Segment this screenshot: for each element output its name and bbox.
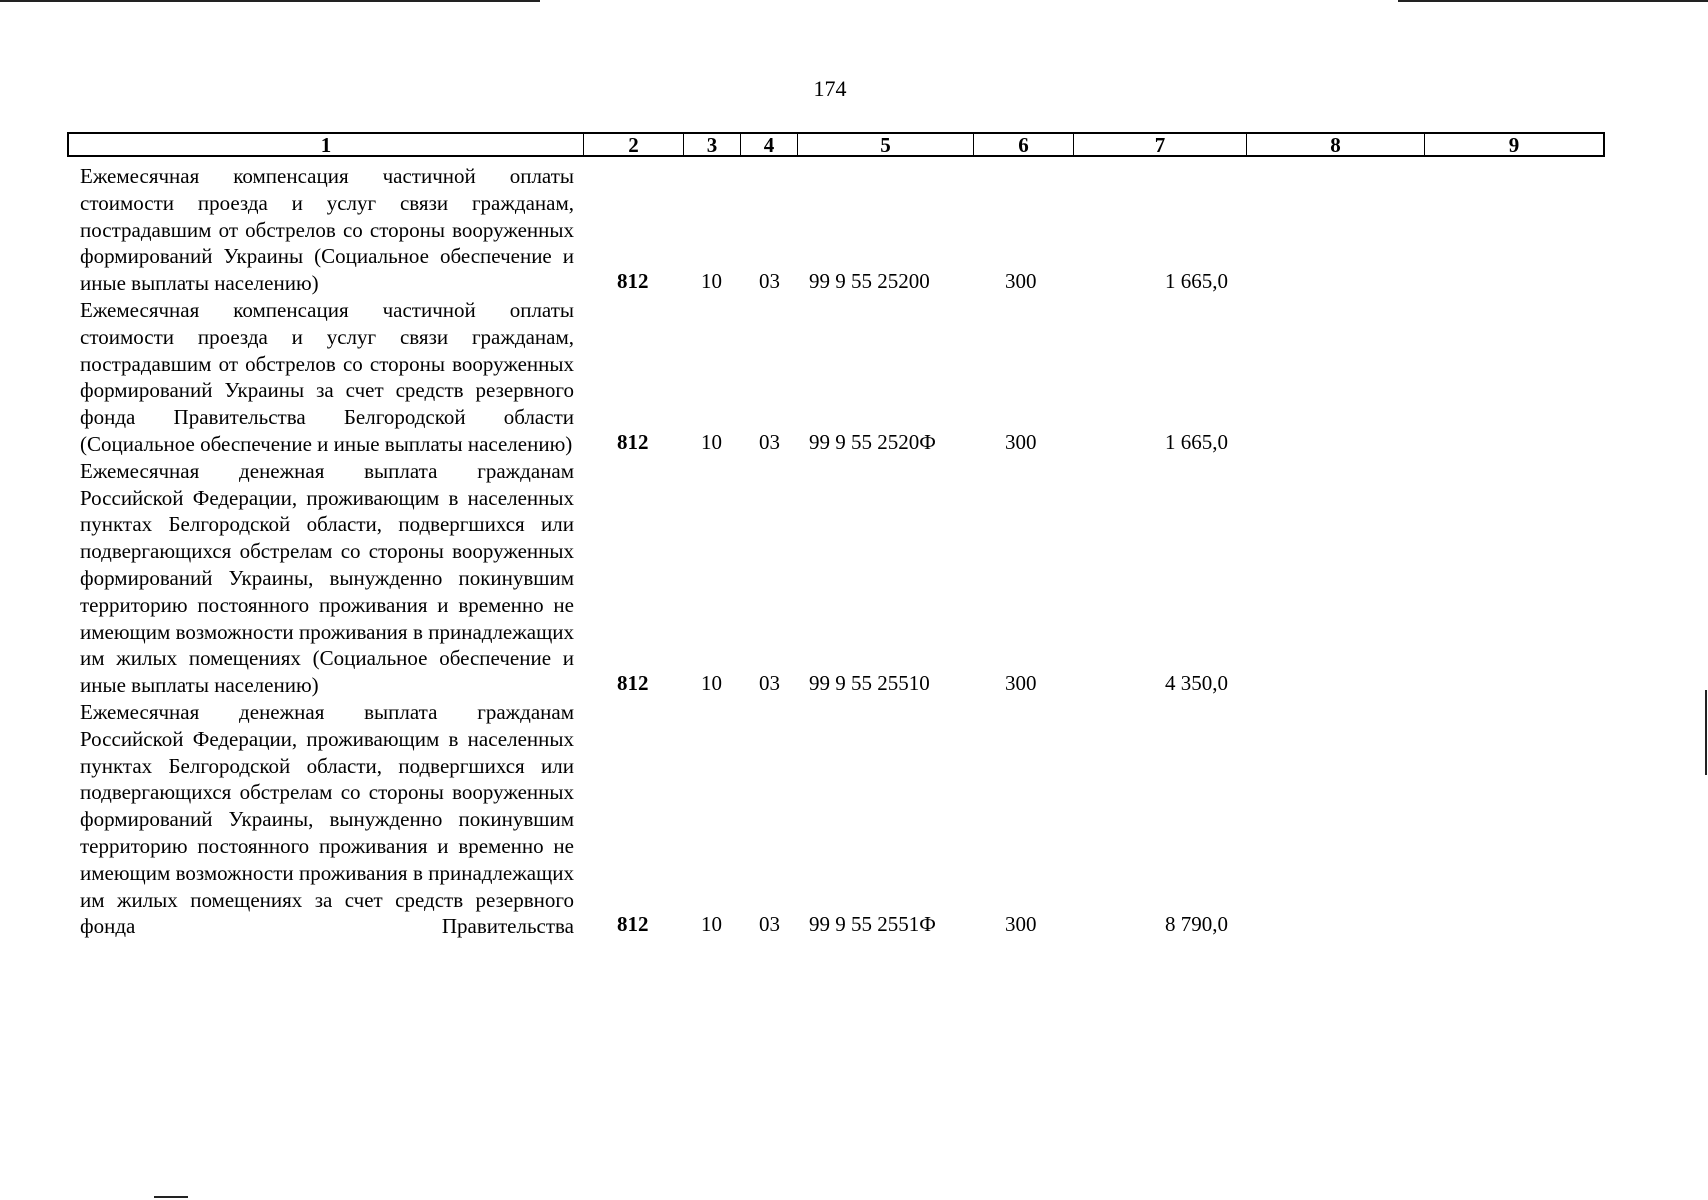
- cell-target-code: 99 9 55 25510: [809, 670, 930, 695]
- cell-admin-code: 812: [617, 268, 649, 293]
- row-values: [0, 911, 1708, 937]
- row-description: Ежемесячная денежная выплата гражданам Российской Федерации, проживающим в населенных пунктах Белгородской области, подвергшихся или подвергающихся обстрелам со стороны вооруженных формирований Украины, вынужденно покинувшим территорию постоянного проживания и временно не имеющим возможности проживания в принадлежащих им жилых помещениях (Социальное обеспечение и иные выплаты населению): [80, 458, 574, 698]
- cell-amount: 8 790,0: [1165, 912, 1228, 937]
- cell-target-code: 99 9 55 25200: [809, 268, 930, 293]
- cell-section: 10: [701, 670, 722, 695]
- cell-subsection: 03: [759, 912, 780, 937]
- column-header: 8: [1247, 134, 1425, 155]
- cell-section: 10: [701, 268, 722, 293]
- cell-amount: 1 665,0: [1165, 429, 1228, 454]
- cell-expense-type: 300: [1005, 670, 1037, 695]
- row-description: Ежемесячная компенсация частичной оплаты стоимости проезда и услуг связи гражданам, пострадавшим от обстрелов со стороны вооруженных формирований Украины за счет средств резервного фонда Правительства Белгородской области (Социальное обеспечение и иные выплаты населению): [80, 297, 574, 456]
- cell-expense-type: 300: [1005, 429, 1037, 454]
- cell-admin-code: 812: [617, 670, 649, 695]
- table-row: [0, 458, 1708, 699]
- cell-admin-code: 812: [617, 912, 649, 937]
- cell-amount: 1 665,0: [1165, 268, 1228, 293]
- cell-subsection: 03: [759, 268, 780, 293]
- column-header: 6: [974, 134, 1074, 155]
- column-header: 1: [69, 134, 584, 155]
- scan-edge-line: [154, 1196, 188, 1198]
- table-header: [67, 132, 1605, 157]
- page-number: 174: [813, 76, 847, 101]
- cell-section: 10: [701, 912, 722, 937]
- row-description: Ежемесячная денежная выплата гражданам Российской Федерации, проживающим в населенных пунктах Белгородской области, подвергшихся или подвергающихся обстрелам со стороны вооруженных формирований Украины, вынужденно покинувшим территорию постоянного проживания и временно не имеющим возможности проживания в принадлежащих им жилых помещениях за счет средств резервного фонда Правительства: [80, 699, 574, 939]
- column-header: 7: [1074, 134, 1247, 155]
- table-row: [0, 699, 1708, 940]
- row-values: [0, 429, 1708, 455]
- column-header: 4: [741, 134, 798, 155]
- table-row: [0, 163, 1708, 297]
- cell-section: 10: [701, 429, 722, 454]
- scan-edge-line: [0, 0, 540, 2]
- cell-expense-type: 300: [1005, 912, 1037, 937]
- cell-admin-code: 812: [617, 429, 649, 454]
- cell-subsection: 03: [759, 670, 780, 695]
- cell-subsection: 03: [759, 429, 780, 454]
- cell-expense-type: 300: [1005, 268, 1037, 293]
- cell-amount: 4 350,0: [1165, 670, 1228, 695]
- column-header: 3: [684, 134, 741, 155]
- scan-edge-line: [1398, 0, 1708, 2]
- column-header: 9: [1508, 133, 1520, 157]
- column-header: 2: [584, 134, 684, 155]
- column-header: 5: [798, 134, 974, 155]
- row-description: Ежемесячная компенсация частичной оплаты стоимости проезда и услуг связи гражданам, пострадавшим от обстрелов со стороны вооруженных формирований Украины (Социальное обеспечение и иные выплаты населению): [80, 164, 574, 296]
- cell-target-code: 99 9 55 2551Ф: [809, 912, 936, 937]
- row-values: [0, 670, 1708, 696]
- table-row: [0, 297, 1708, 458]
- row-values: [0, 268, 1708, 294]
- cell-target-code: 99 9 55 2520Ф: [809, 429, 936, 454]
- table-body: [0, 163, 1708, 940]
